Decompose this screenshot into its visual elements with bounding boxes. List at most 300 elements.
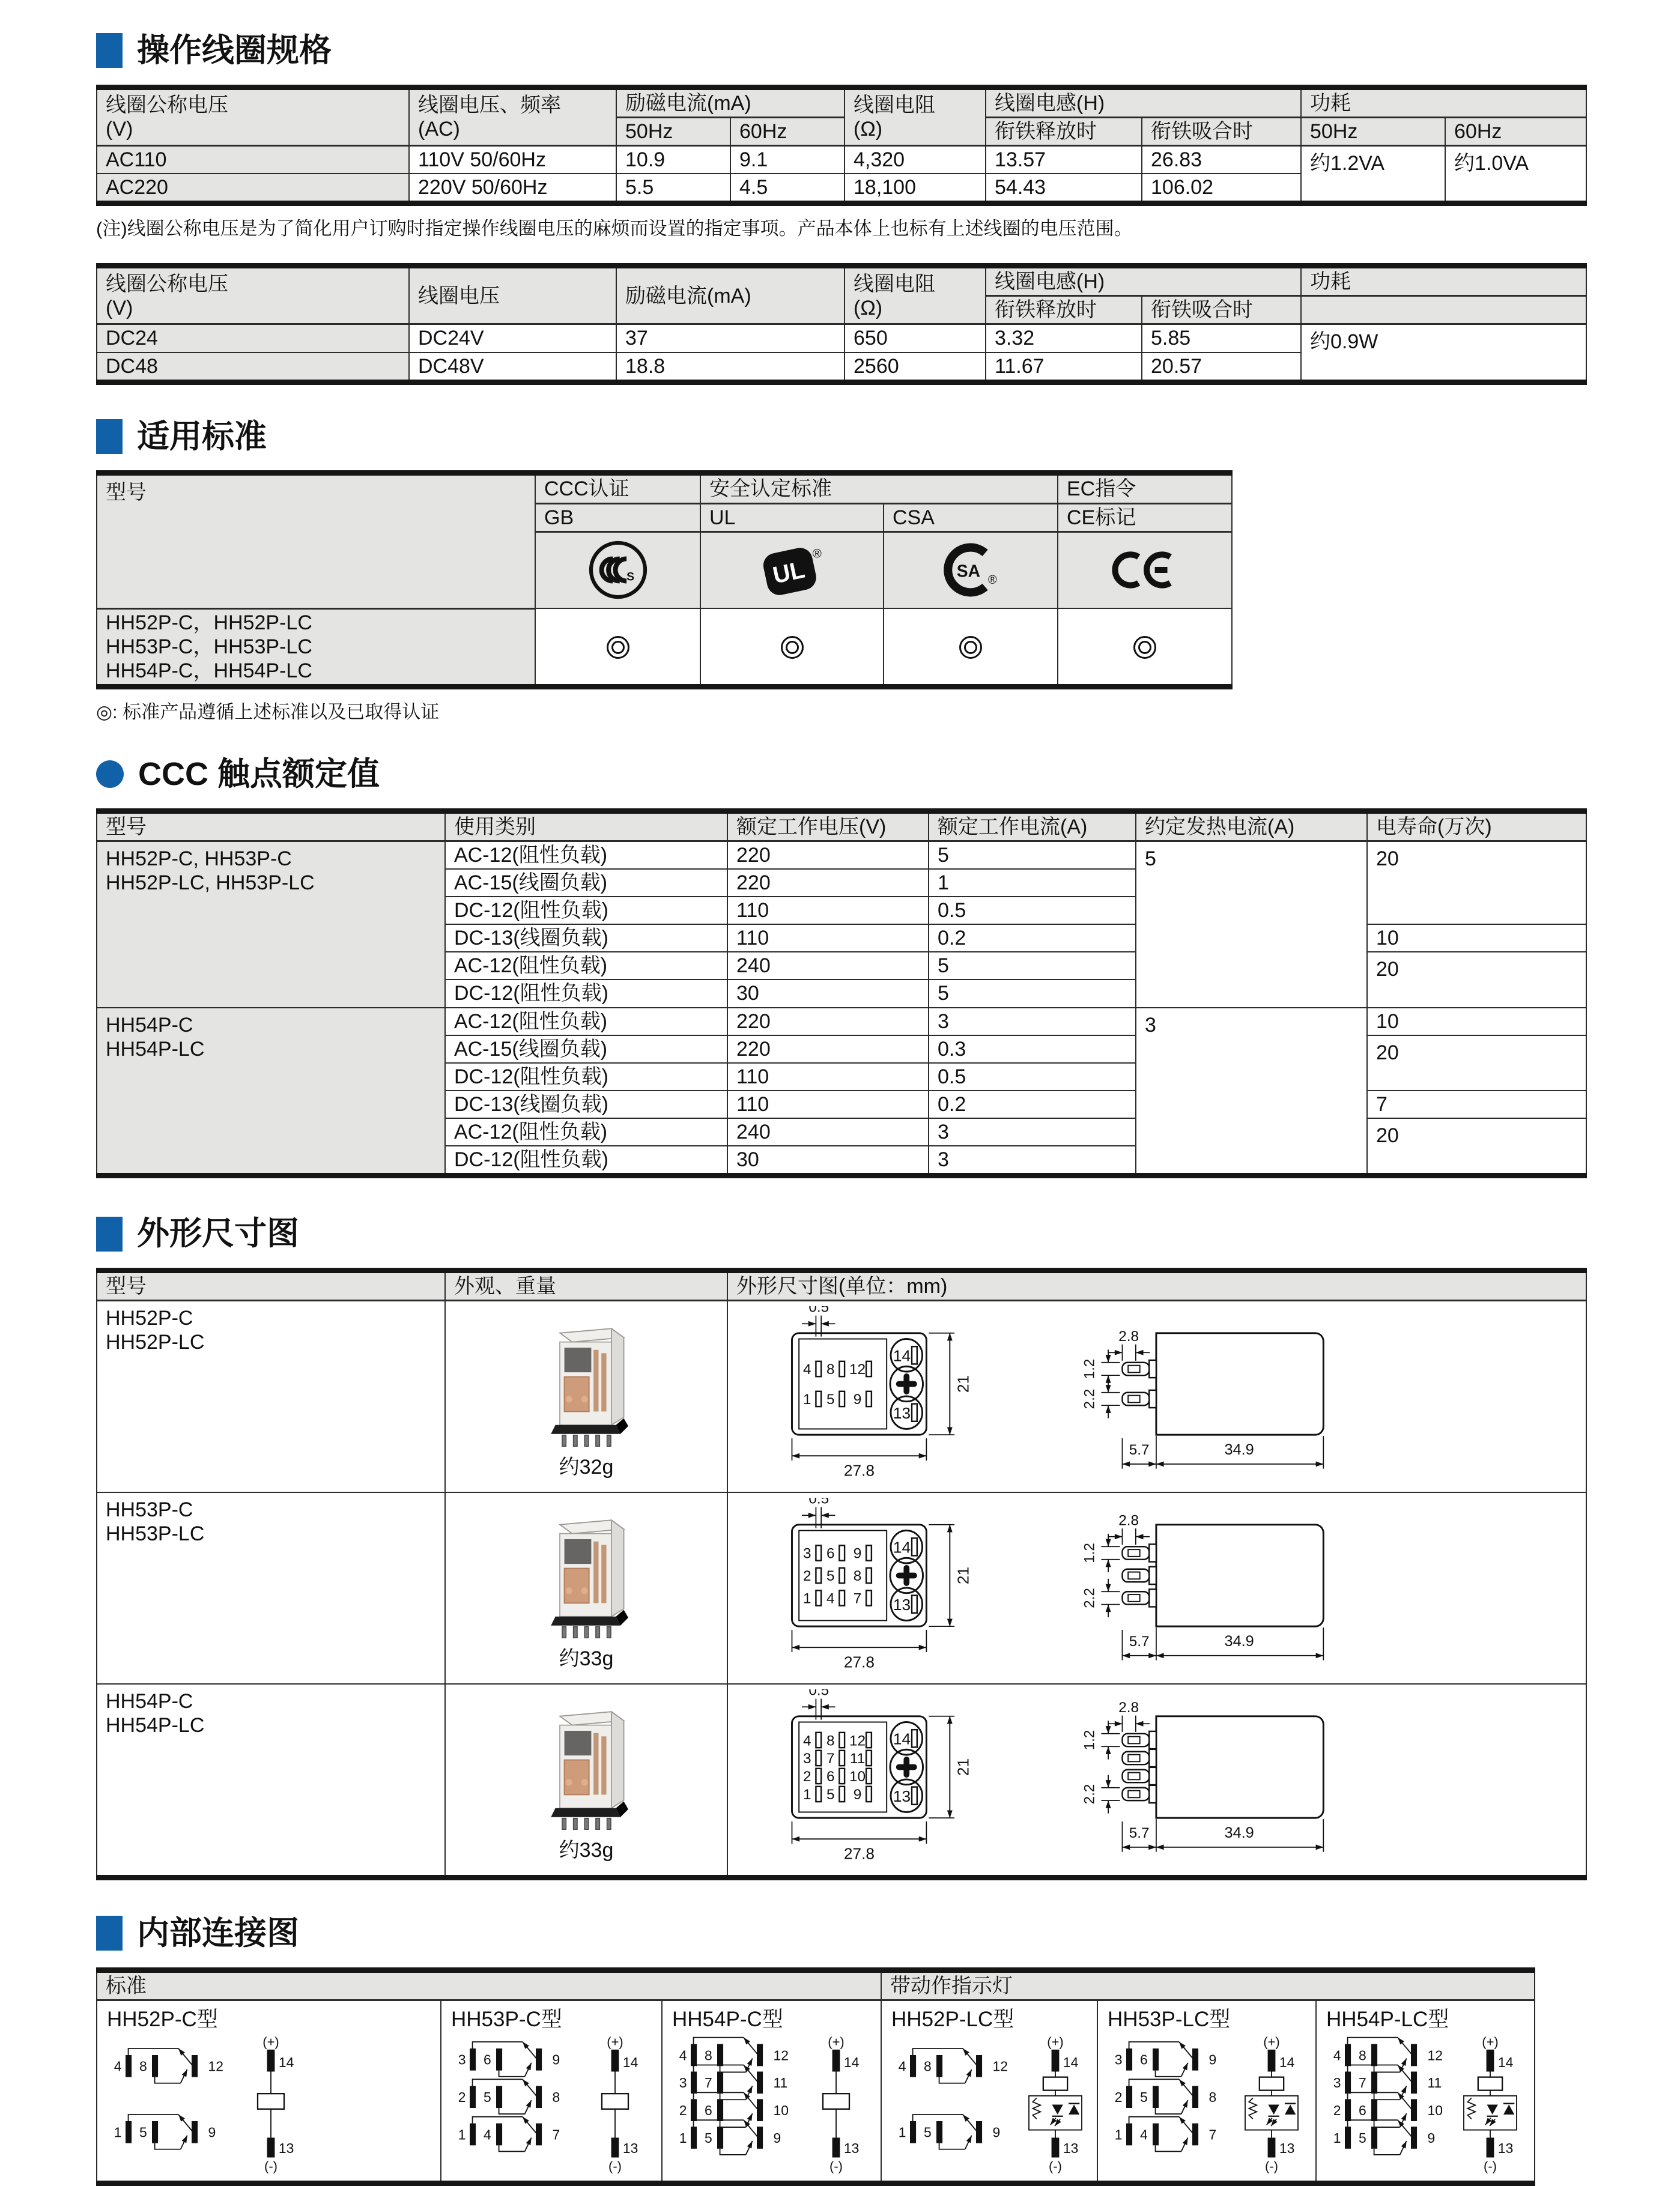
svg-text:3: 3 <box>803 1751 811 1767</box>
table-cell: 54.43 <box>986 174 1142 204</box>
table-cell: 约定发热电流(A) <box>1136 811 1367 841</box>
svg-text:14: 14 <box>1279 2054 1295 2071</box>
svg-text:4: 4 <box>826 1590 835 1607</box>
connection-diagram-cell <box>97 2000 441 2183</box>
table-cell: 衔铁吸合时 <box>1142 117 1301 145</box>
svg-text:5: 5 <box>826 1787 835 1803</box>
ul-logo <box>759 539 826 601</box>
section-title-text: CCC 触点额定值 <box>138 756 380 793</box>
standards-table <box>96 470 1233 689</box>
table-row <box>97 1271 1586 1301</box>
svg-text:13: 13 <box>843 2140 860 2157</box>
relay-photo-cell <box>445 1301 727 1492</box>
table-cell: CSA <box>884 503 1058 531</box>
model-label: HH54P-C型 <box>672 2007 783 2031</box>
svg-text:(+): (+) <box>828 2035 845 2050</box>
svg-text:6: 6 <box>826 1769 835 1785</box>
table-cell: DC48 <box>97 353 409 383</box>
table-cell: UL <box>700 503 884 531</box>
coil-dc-spec-table <box>96 263 1587 384</box>
ce-logo <box>1109 542 1181 598</box>
table-cell: 50Hz <box>616 117 730 145</box>
dimension-drawing <box>736 1689 1572 1868</box>
svg-text:1.2: 1.2 <box>1081 1543 1098 1564</box>
certified-mark <box>607 636 629 659</box>
connection-diagram <box>671 2035 869 2174</box>
table-cell: 电寿命(万次) <box>1367 811 1586 841</box>
table-cell: DC-12(阻性负载) <box>445 1146 727 1176</box>
section-title-dims <box>96 1214 1632 1253</box>
table-cell: 安全认定标准 <box>700 473 1058 503</box>
connection-diagram <box>450 2035 648 2174</box>
section-title-conn <box>96 1914 1632 1953</box>
table-row <box>97 1492 1586 1684</box>
section-title-text: 适用标准 <box>137 418 267 455</box>
table-row <box>97 811 1586 841</box>
connection-diagram <box>1325 2035 1523 2174</box>
svg-text:4: 4 <box>898 2058 906 2074</box>
table-cell: CE标记 <box>1058 503 1232 531</box>
svg-text:12: 12 <box>208 2058 223 2074</box>
connection-diagram-cell <box>662 2000 881 2183</box>
svg-text:34.9: 34.9 <box>1224 1441 1254 1459</box>
relay-photo <box>527 1314 645 1449</box>
certification-cell <box>535 608 700 686</box>
table-cell: AC-12(阻性负载) <box>445 841 727 869</box>
table-cell: 0.2 <box>929 924 1136 952</box>
table-cell: HH52P-C，HH52P-LC HH53P-C，HH53P-LC HH54P-C，HH54P-LC <box>97 608 535 686</box>
model-label: HH52P-C型 <box>107 2007 218 2031</box>
table-cell: 线圈电感(H) <box>986 266 1301 296</box>
table-cell: 220V 50/60Hz <box>409 174 616 204</box>
svg-text:(-): (-) <box>1484 2158 1497 2174</box>
svg-text:2: 2 <box>1114 2089 1123 2106</box>
table-cell: DC-12(阻性负载) <box>445 979 727 1007</box>
table-cell <box>1301 296 1586 324</box>
svg-text:11: 11 <box>773 2075 788 2091</box>
svg-text:1: 1 <box>1333 2130 1341 2146</box>
section-title-coil <box>96 31 1632 70</box>
svg-text:13: 13 <box>278 2140 294 2157</box>
table-cell: 型号 <box>97 473 535 608</box>
svg-text:UL: UL <box>770 557 807 590</box>
table-cell: 37 <box>616 324 845 353</box>
svg-text:5.7: 5.7 <box>1129 1825 1150 1842</box>
svg-text:S: S <box>626 571 634 584</box>
table-cell: 240 <box>727 1118 929 1146</box>
table-cell: 10.9 <box>616 146 730 174</box>
table-cell: 额定工作电流(A) <box>929 811 1136 841</box>
relay-photo <box>527 1506 645 1640</box>
table-cell: 0.5 <box>929 897 1136 924</box>
table-cell: 110V 50/60Hz <box>409 146 616 174</box>
table-cell: AC-15(线圈负载) <box>445 869 727 897</box>
section-marker-icon <box>96 1916 123 1951</box>
dimension-drawing <box>736 1498 1572 1677</box>
svg-text:21: 21 <box>954 1375 972 1393</box>
table-cell: 励磁电流(mA) <box>616 87 845 117</box>
table-cell: 0.3 <box>929 1035 1136 1063</box>
svg-text:5: 5 <box>1139 2089 1148 2106</box>
certified-mark <box>1133 636 1156 659</box>
svg-text:34.9: 34.9 <box>1224 1633 1254 1650</box>
svg-text:14: 14 <box>278 2054 294 2071</box>
table-cell: 5 <box>929 952 1136 979</box>
svg-text:5: 5 <box>826 1568 835 1585</box>
section-title-ccc <box>96 755 1632 794</box>
table-cell: 0.2 <box>929 1091 1136 1118</box>
svg-text:(+): (+) <box>262 2035 279 2050</box>
table-cell: DC-12(阻性负载) <box>445 897 727 924</box>
svg-text:5: 5 <box>923 2124 932 2140</box>
svg-text:8: 8 <box>1208 2089 1217 2106</box>
svg-text:13: 13 <box>893 1787 911 1805</box>
svg-text:10: 10 <box>773 2103 789 2119</box>
svg-text:14: 14 <box>893 1730 911 1748</box>
svg-text:11: 11 <box>849 1751 866 1767</box>
table-cell: 5 <box>929 979 1136 1007</box>
svg-text:4: 4 <box>803 1733 811 1749</box>
section-marker-icon <box>96 419 123 454</box>
svg-text:4: 4 <box>803 1361 811 1378</box>
table-cell: EC指令 <box>1058 473 1232 503</box>
table-cell: HH54P-C HH54P-LC <box>97 1008 445 1176</box>
table-cell: 线圈电感(H) <box>986 87 1301 117</box>
svg-text:(+): (+) <box>1047 2035 1064 2050</box>
table-cell: 外观、重量 <box>445 1271 727 1301</box>
table-cell: 励磁电流(mA) <box>616 266 845 324</box>
svg-text:9: 9 <box>208 2124 216 2140</box>
connection-diagram <box>890 2035 1088 2174</box>
svg-text:6: 6 <box>1139 2051 1148 2068</box>
table-cell: 约1.0VA <box>1445 146 1586 204</box>
svg-text:21: 21 <box>954 1566 972 1585</box>
dimension-drawing-cell <box>727 1684 1586 1877</box>
table-cell: 衔铁吸合时 <box>1142 296 1301 324</box>
table-cell: 60Hz <box>730 117 845 145</box>
table-cell: AC-15(线圈负载) <box>445 1035 727 1063</box>
table-cell: DC24V <box>409 324 616 353</box>
table-cell: AC-12(阻性负载) <box>445 1008 727 1035</box>
svg-text:9: 9 <box>992 2124 1001 2140</box>
table-cell: 60Hz <box>1445 117 1586 145</box>
table-cell: 50Hz <box>1301 117 1445 145</box>
svg-text:0.5: 0.5 <box>808 1498 829 1507</box>
table-cell: 3 <box>929 1118 1136 1146</box>
certification-cell <box>1058 608 1232 686</box>
svg-text:12: 12 <box>849 1361 866 1378</box>
svg-text:10: 10 <box>849 1769 866 1785</box>
table-cell: 3.32 <box>986 324 1142 353</box>
table-cell: 9.1 <box>730 146 845 174</box>
table-cell: 约1.2VA <box>1301 146 1445 204</box>
section-standards <box>96 417 1632 724</box>
table-cell: 线圈公称电压 (V) <box>97 266 409 324</box>
table-cell: 4.5 <box>730 174 845 204</box>
table-cell: 10 <box>1367 1008 1586 1035</box>
svg-text:1.2: 1.2 <box>1081 1358 1098 1379</box>
table-row <box>97 1684 1586 1877</box>
svg-text:5: 5 <box>483 2089 491 2106</box>
svg-text:9: 9 <box>1208 2051 1217 2068</box>
model-label: HH54P-LC型 <box>1326 2007 1449 2031</box>
svg-text:3: 3 <box>458 2051 466 2068</box>
table-cell: 额定工作电压(V) <box>727 811 929 841</box>
table-row <box>97 473 1232 503</box>
svg-text:1: 1 <box>114 2124 122 2140</box>
table-cell: 1 <box>929 869 1136 897</box>
svg-text:9: 9 <box>853 1391 862 1408</box>
table-cell: 线圈电阻 (Ω) <box>845 87 986 145</box>
svg-text:3: 3 <box>1114 2051 1123 2068</box>
svg-text:8: 8 <box>139 2058 147 2074</box>
svg-text:8: 8 <box>1358 2047 1366 2063</box>
relay-photo-cell <box>445 1492 727 1684</box>
svg-text:14: 14 <box>1063 2054 1079 2071</box>
svg-text:3: 3 <box>803 1545 811 1562</box>
bullet-icon <box>96 760 124 788</box>
coil-ac-spec-table <box>96 85 1587 206</box>
table-cell: DC-13(线圈负载) <box>445 924 727 952</box>
table-cell: 衔铁释放时 <box>986 296 1142 324</box>
ccc-logo <box>586 538 650 602</box>
svg-text:®: ® <box>812 546 822 561</box>
svg-text:12: 12 <box>992 2058 1008 2074</box>
table-cell: 标准 <box>97 1970 881 2000</box>
certification-cell <box>884 608 1058 686</box>
svg-text:2.8: 2.8 <box>1118 1328 1139 1345</box>
svg-text:1: 1 <box>803 1787 811 1803</box>
svg-text:6: 6 <box>483 2051 491 2068</box>
svg-text:34.9: 34.9 <box>1224 1824 1254 1842</box>
svg-text:(+): (+) <box>1263 2035 1280 2050</box>
svg-text:3: 3 <box>679 2075 687 2091</box>
table-cell: 约0.9W <box>1301 324 1586 382</box>
svg-text:2: 2 <box>1333 2103 1341 2119</box>
table-cell: 5.85 <box>1142 324 1301 353</box>
svg-text:(-): (-) <box>1049 2158 1063 2174</box>
table-cell: 型号 <box>97 811 445 841</box>
table-cell: DC-12(阻性负载) <box>445 1063 727 1091</box>
model-label: HH52P-LC型 <box>891 2007 1014 2031</box>
connections-table <box>96 1967 1535 2186</box>
ce-logo-cell <box>1058 531 1232 608</box>
svg-text:6: 6 <box>826 1545 835 1562</box>
table-cell: 18,100 <box>845 174 986 204</box>
table-cell: 3 <box>1136 1008 1367 1176</box>
table-cell: 外形尺寸图(单位：mm) <box>727 1271 1586 1301</box>
svg-text:1.2: 1.2 <box>1081 1730 1098 1751</box>
svg-text:10: 10 <box>1427 2103 1443 2119</box>
svg-text:13: 13 <box>893 1596 911 1614</box>
table-cell: 106.02 <box>1142 174 1301 204</box>
svg-text:12: 12 <box>849 1733 866 1749</box>
svg-text:(-): (-) <box>829 2158 843 2174</box>
section-title-text: 操作线圈规格 <box>137 32 332 68</box>
table-cell: 220 <box>727 841 929 869</box>
table-cell: 功耗 <box>1301 87 1586 117</box>
svg-text:8: 8 <box>826 1733 835 1749</box>
certified-mark <box>781 636 804 659</box>
svg-text:2: 2 <box>803 1769 811 1785</box>
svg-text:27.8: 27.8 <box>843 1844 875 1863</box>
certification-cell <box>700 608 884 686</box>
table-cell: HH53P-C HH53P-LC <box>97 1492 445 1684</box>
svg-text:14: 14 <box>893 1538 911 1557</box>
svg-text:13: 13 <box>893 1404 911 1423</box>
table-cell: 10 <box>1367 924 1586 952</box>
svg-text:8: 8 <box>826 1361 835 1378</box>
table-cell: HH54P-C HH54P-LC <box>97 1684 445 1877</box>
svg-text:8: 8 <box>552 2089 560 2106</box>
svg-text:2: 2 <box>458 2089 466 2106</box>
table-cell: 0.5 <box>929 1063 1136 1091</box>
csa-logo <box>938 540 1003 600</box>
svg-text:1: 1 <box>458 2127 466 2143</box>
svg-text:13: 13 <box>1497 2140 1514 2157</box>
dimension-drawing-cell <box>727 1492 1586 1684</box>
svg-text:2.2: 2.2 <box>1081 1588 1098 1608</box>
svg-text:0.5: 0.5 <box>808 1306 829 1316</box>
table-cell: 18.8 <box>616 353 845 383</box>
section-title-standards <box>96 417 1632 456</box>
svg-text:21: 21 <box>954 1758 972 1776</box>
table-cell: 11.67 <box>986 353 1142 383</box>
table-cell: 20 <box>1367 1035 1586 1091</box>
table-cell: AC-12(阻性负载) <box>445 952 727 979</box>
svg-text:12: 12 <box>773 2047 789 2063</box>
svg-text:14: 14 <box>893 1346 911 1365</box>
certified-mark <box>959 636 982 659</box>
table-row <box>97 608 1232 686</box>
table-cell: 功耗 <box>1301 266 1586 296</box>
svg-text:0.5: 0.5 <box>808 1689 829 1699</box>
table-cell: 5 <box>1136 841 1367 1007</box>
svg-text:14: 14 <box>1497 2054 1514 2071</box>
table-cell: 2560 <box>845 353 986 383</box>
table-cell: 线圈电压 <box>409 266 616 324</box>
svg-text:4: 4 <box>1139 2127 1148 2143</box>
svg-text:9: 9 <box>552 2051 560 2068</box>
svg-text:2.8: 2.8 <box>1118 1512 1139 1529</box>
table-cell: AC220 <box>97 174 409 204</box>
svg-text:7: 7 <box>704 2075 712 2091</box>
table-cell: DC24 <box>97 324 409 353</box>
table-cell: 110 <box>727 897 929 924</box>
table-cell: 4,320 <box>845 146 986 174</box>
relay-photo-cell <box>445 1684 727 1877</box>
table-cell: 220 <box>727 869 929 897</box>
svg-text:7: 7 <box>552 2127 560 2143</box>
ul-logo-cell <box>700 531 884 608</box>
table-cell: 3 <box>929 1146 1136 1176</box>
svg-text:2.2: 2.2 <box>1081 1388 1098 1409</box>
svg-text:7: 7 <box>1358 2075 1366 2091</box>
svg-text:2.8: 2.8 <box>1118 1699 1139 1716</box>
table-cell: 220 <box>727 1035 929 1063</box>
svg-text:7: 7 <box>1208 2127 1217 2143</box>
svg-text:2: 2 <box>679 2103 687 2119</box>
svg-text:5.7: 5.7 <box>1129 1633 1150 1650</box>
coil-note: (注)线圈公称电压是为了简化用户订购时指定操作线圈电压的麻烦而设置的指定事项。产品本体上也标有上述线圈的电压范围。 <box>96 218 1133 240</box>
table-cell: 使用类别 <box>445 811 727 841</box>
table-cell: 20 <box>1367 1118 1586 1176</box>
connection-diagram-cell <box>1316 2000 1535 2183</box>
table-cell: 7 <box>1367 1091 1586 1118</box>
svg-text:1: 1 <box>803 1590 811 1607</box>
table-row <box>97 324 1586 353</box>
table-cell: AC-12(阻性负载) <box>445 1118 727 1146</box>
table-cell: 20 <box>1367 952 1586 1007</box>
table-cell: 110 <box>727 1091 929 1118</box>
section-title-text: 内部连接图 <box>137 1915 299 1952</box>
svg-text:6: 6 <box>704 2103 712 2119</box>
svg-text:27.8: 27.8 <box>843 1653 875 1671</box>
table-row <box>97 1301 1586 1492</box>
connection-diagram-cell <box>1097 2000 1316 2183</box>
table-cell: 线圈电压、频率 (AC) <box>409 87 616 145</box>
table-cell: 线圈公称电压 (V) <box>97 87 409 145</box>
svg-text:(-): (-) <box>608 2158 622 2174</box>
connection-diagram-cell <box>881 2000 1097 2183</box>
svg-text:9: 9 <box>853 1545 862 1562</box>
section-ccc-ratings <box>96 755 1632 1178</box>
connection-diagram <box>1106 2035 1305 2174</box>
svg-text:1: 1 <box>803 1391 811 1408</box>
table-cell: 30 <box>727 979 929 1007</box>
model-label: HH53P-C型 <box>451 2007 562 2031</box>
svg-text:1: 1 <box>1114 2127 1123 2143</box>
table-row <box>97 1008 1586 1035</box>
table-cell: 110 <box>727 1063 929 1091</box>
table-cell: CCC认证 <box>535 473 700 503</box>
svg-text:5: 5 <box>826 1391 835 1408</box>
svg-text:1: 1 <box>679 2130 687 2146</box>
svg-text:13: 13 <box>1063 2140 1079 2157</box>
svg-text:14: 14 <box>622 2054 638 2071</box>
table-cell: 30 <box>727 1146 929 1176</box>
table-row <box>97 1970 1535 2000</box>
svg-text:2: 2 <box>803 1568 811 1585</box>
table-cell: DC48V <box>409 353 616 383</box>
table-row <box>97 87 1586 117</box>
svg-text:7: 7 <box>853 1590 862 1607</box>
table-cell: 650 <box>845 324 986 353</box>
table-cell: 3 <box>929 1008 1136 1035</box>
table-cell: 5.5 <box>616 174 730 204</box>
connection-diagram-cell <box>441 2000 662 2183</box>
table-cell: 带动作指示灯 <box>881 1970 1535 2000</box>
table-cell: 20 <box>1367 841 1586 924</box>
table-row <box>97 146 1586 174</box>
section-marker-icon <box>96 1217 123 1252</box>
table-cell: 240 <box>727 952 929 979</box>
svg-text:3: 3 <box>1333 2075 1341 2091</box>
ccc-ratings-table <box>96 808 1587 1178</box>
svg-text:8: 8 <box>853 1568 862 1585</box>
svg-text:13: 13 <box>1279 2140 1295 2157</box>
svg-text:4: 4 <box>679 2047 687 2063</box>
section-coil-spec <box>96 31 1632 385</box>
section-dimensions <box>96 1214 1632 1880</box>
svg-text:8: 8 <box>923 2058 932 2074</box>
svg-text:12: 12 <box>1427 2047 1443 2063</box>
section-title-text: 外形尺寸图 <box>137 1216 299 1252</box>
relay-photo <box>527 1697 645 1832</box>
relay-weight: 约33g <box>559 1647 614 1671</box>
table-cell: HH52P-C, HH53P-C HH52P-LC, HH53P-LC <box>97 841 445 1007</box>
svg-text:SA: SA <box>956 562 980 581</box>
